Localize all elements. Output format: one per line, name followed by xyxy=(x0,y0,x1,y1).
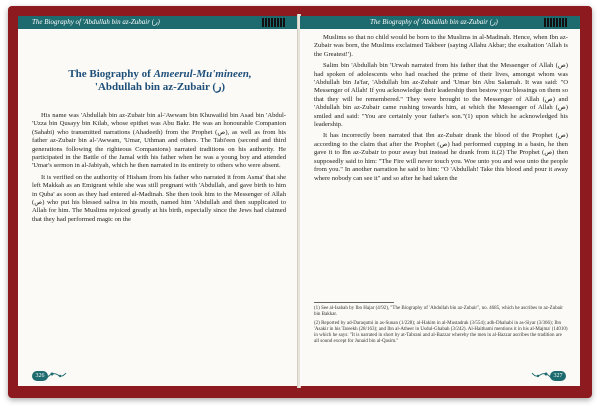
paragraph: Muslims so that no child would be born to the Muslims in al-Madinah. Hence, when Ibn az-Zubair was born, the Muslims exclaimed Takbeer (saying Allahu Akbar; the exaltation 'Allah is the Greatest!'). xyxy=(314,34,568,58)
page-folio xyxy=(534,368,574,382)
chapter-title xyxy=(38,68,282,94)
footnote-divider xyxy=(314,302,394,303)
page-number: 326 xyxy=(32,371,48,381)
right-body-text xyxy=(314,34,568,186)
footnotes xyxy=(314,306,568,348)
right-page xyxy=(300,16,580,386)
header-ornament-icon xyxy=(262,18,296,27)
paragraph: Salim bin 'Abdullah bin 'Urwah narrated from his father that the Messenger of Allah (ص) had spoken of adolescents who had reached the prime of their lives, amongst whom was 'Abdullah bin Ja'far, 'Abdullah bin az-Zubair and 'Umar bin Abu Salamah. It was said: "O Messenger of Allah! If you acknowledge their leadership then bestow your blessings on them so that they will be remembered." They were brought to the Messenger of Allah (ص) and 'Abdullah bin az-Zubair came rushing towards him, at which the Messenger of Allah (ص) smiled and said: "You are certainly your father's son."(1) upon which he acknowledged his leadership. xyxy=(314,62,568,129)
footnote: (2) Reported by ad-Daraqutni in as-Sunan (1/228); al-Hakim in al-Mustadrak (3/554); adh-Dhahabi in as-Siyar (3/366); Ibn 'Asakir in his Tareekh (28/163); and Ibn al-Atheer in Usdul-Ghabah (3/242). Al-Haithami mentions it in his al-Majma' (14010) in which he says: "It is narrated in short by at-Tabrani and al-Bazzar whereby the men in al-Bazzar ascribes the tradition are all sound except for Junaid bin al-Qasim." xyxy=(314,320,568,345)
running-header xyxy=(300,16,580,29)
left-body-text xyxy=(32,112,286,227)
header-ornament-icon xyxy=(544,18,578,27)
running-header-title: The Biography of 'Abdullah bin az-Zubair (ر) xyxy=(32,18,160,26)
book-spread xyxy=(8,6,592,398)
page-number: 327 xyxy=(550,371,566,381)
left-page xyxy=(18,16,299,386)
chapter-title-line2: 'Abdullah bin az-Zubair (ر) xyxy=(94,81,226,93)
paragraph: His name was 'Abdullah bin az-Zubair bin al-'Awwam bin Khuwailid bin Asad bin 'Abdul-'Uzza bin Qusayy bin Kilab, whose epithet was Abu Bakr. He was an honourable Companion (Sahabi) who transmitted narrations (Ahadeeth) from the Prophet (ص), as well as from his father az-Zubair bin al-'Awwam, 'Umar, Uthman and others. The Tabi'een (second and third generations following the righteous Companions) narrated traditions on his authority. He participated in the Battle of the Jamal with his father when he was a young boy and attended 'Umar's sermon in al-Jabiyah, which he then narrated in its entirety to others who were absent. xyxy=(32,112,287,170)
running-header-title: The Biography of 'Abdullah bin az-Zubair (ر) xyxy=(370,18,498,26)
paragraph: It is verified on the authority of Hisham from his father who narrated it from Asma' that she left Makkah as an Emigrant while she was still pregnant with 'Abdullah, and gave birth to him in Quba' as soon as they had entered al-Madinah. She then took him to the Messenger of Allah (ص) who put his blessed saliva in his mouth, named him 'Abdullah and then supplicated to Allah for him. The Muslims rejoiced greatly at his birth, especially since the Jews had claimed that they had performed magic on the xyxy=(32,173,286,223)
chapter-title-line1-em: Ameerul-Mu'mineen, xyxy=(153,68,252,80)
chapter-title-line1-pre: The Biography of xyxy=(68,68,154,80)
running-header xyxy=(18,16,298,29)
page-folio xyxy=(24,368,64,382)
paragraph: It has incorrectly been narrated that Ibn az-Zubair drank the blood of the Prophet (ص) according to the claim that after the Prophet (ص) had performed cupping in a basin, he then gave it to Ibn az-Zubair to pour away but instead he drank from it.(2) The Prophet (ص) then supposedly said to him: "The Fire will never touch you. Woe unto you and woe unto the people from you." In another narration he said to him: "O 'Abdullah! Take this blood and pour it away where nobody can see it" and so after he had taken the xyxy=(314,132,568,182)
footnote: (1) See al-Isabah by Ibn Hajar (4/92), "The Biography of 'Abdullah bin az-Zubair", no. 4685, which he ascribes to az-Zubair bin Bakkar. xyxy=(314,306,563,318)
